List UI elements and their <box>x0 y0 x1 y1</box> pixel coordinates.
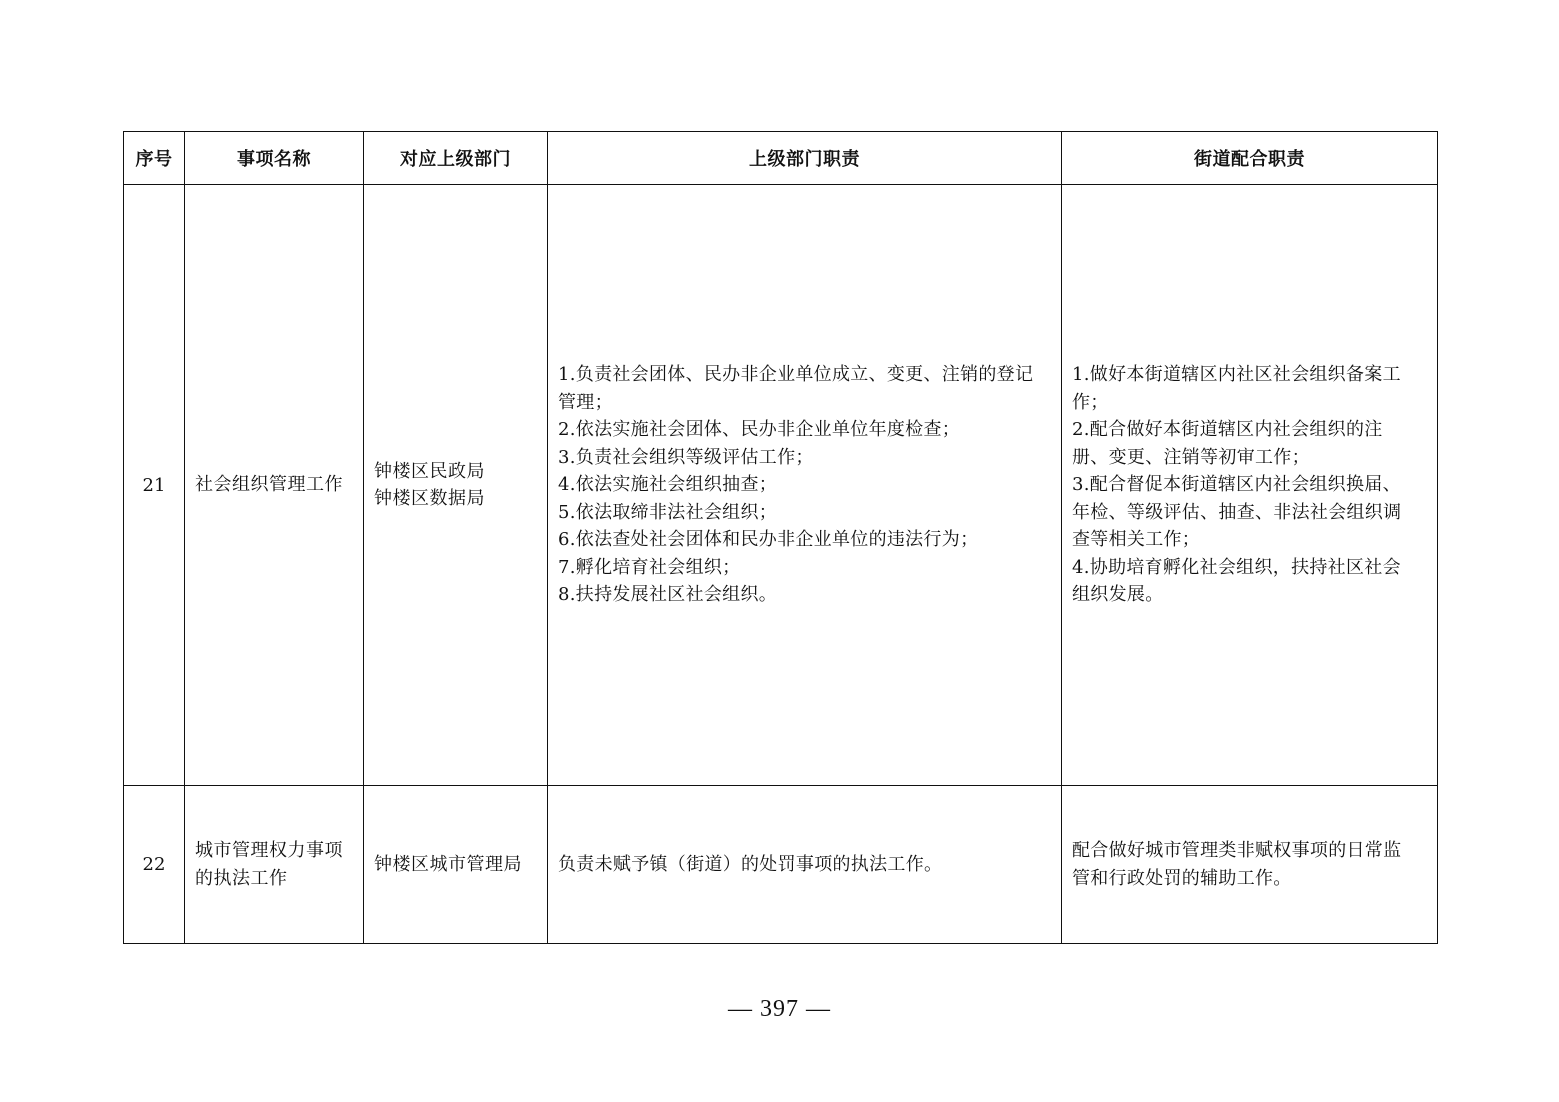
coop-line: 3.配合督促本街道辖区内社会组织换届、 <box>1072 474 1401 496</box>
header-item-name: 事项名称 <box>185 132 364 185</box>
row-item-name <box>185 185 364 786</box>
row-street-duty <box>1062 185 1438 786</box>
row-superior-dept <box>364 786 548 944</box>
duty-line: 6.依法查处社会团体和民办非企业单位的违法行为； <box>558 529 979 551</box>
row-seq: 22 <box>124 786 185 944</box>
table-header-row <box>124 132 1438 185</box>
row-superior-duty <box>548 185 1062 786</box>
header-superior-duty: 上级部门职责 <box>548 132 1062 185</box>
row-seq: 21 <box>124 185 185 786</box>
header-street-duty: 街道配合职责 <box>1062 132 1438 185</box>
dept-line: 钟楼区数据局 <box>374 488 485 509</box>
item-name-line: 社会组织管理工作 <box>195 474 343 496</box>
coop-line: 作； <box>1072 391 1109 413</box>
row-street-duty <box>1062 786 1438 944</box>
duty-line: 管理； <box>558 391 613 413</box>
coop-line: 册、变更、注销等初审工作； <box>1072 446 1310 468</box>
coop-line: 组织发展。 <box>1072 584 1164 606</box>
row-item-name <box>185 786 364 944</box>
duty-line: 2.依法实施社会团体、民办非企业单位年度检查； <box>558 419 961 441</box>
item-name-line: 城市管理权力事项 <box>195 840 343 861</box>
row-superior-dept <box>364 185 548 786</box>
duty-line: 1.负责社会团体、民办非企业单位成立、变更、注销的登记 <box>558 364 1034 386</box>
coop-line: 查等相关工作； <box>1072 529 1201 551</box>
coop-line: 配合做好城市管理类非赋权事项的日常监 <box>1072 840 1402 861</box>
table-row <box>124 786 1438 944</box>
header-superior-dept: 对应上级部门 <box>364 132 548 185</box>
dept-line: 钟楼区城市管理局 <box>374 853 522 875</box>
coop-line: 4.协助培育孵化社会组织，扶持社区社会 <box>1072 556 1401 578</box>
duty-line: 7.孵化培育社会组织； <box>558 556 741 578</box>
header-seq: 序号 <box>124 132 185 185</box>
duty-line: 负责未赋予镇（街道）的处罚事项的执法工作。 <box>558 853 943 875</box>
page-number: — 397 — <box>728 996 831 1022</box>
duty-line: 4.依法实施社会组织抽查； <box>558 474 778 496</box>
responsibility-table <box>123 131 1438 944</box>
coop-line: 管和行政处罚的辅助工作。 <box>1072 867 1292 889</box>
row-superior-duty <box>548 786 1062 944</box>
coop-line: 2.配合做好本街道辖区内社会组织的注 <box>1072 419 1383 441</box>
duty-line: 8.扶持发展社区社会组织。 <box>558 584 778 606</box>
table-row <box>124 185 1438 786</box>
coop-line: 年检、等级评估、抽查、非法社会组织调 <box>1072 501 1402 523</box>
dept-line: 钟楼区民政局 <box>374 460 485 482</box>
item-name-line: 的执法工作 <box>195 867 288 889</box>
duty-line: 3.负责社会组织等级评估工作； <box>558 446 814 468</box>
coop-line: 1.做好本街道辖区内社区社会组织备案工 <box>1072 364 1401 386</box>
duty-line: 5.依法取缔非法社会组织； <box>558 501 778 523</box>
